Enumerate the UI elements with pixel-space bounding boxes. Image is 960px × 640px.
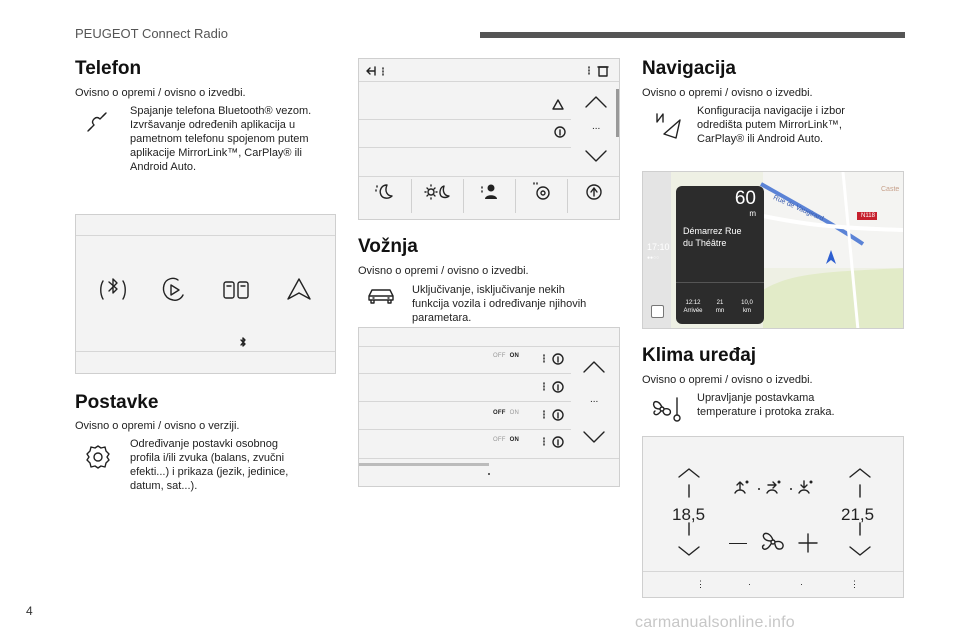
scrollbar[interactable] bbox=[616, 89, 619, 137]
klima-description bbox=[697, 391, 835, 419]
fan-increase-button[interactable] bbox=[798, 533, 818, 553]
remaining-time-unit: mn bbox=[715, 308, 725, 314]
toggle-switch[interactable] bbox=[493, 410, 519, 416]
voznja-desc-line-2: funkcija vozila i određivanje njihovih bbox=[412, 298, 587, 310]
remaining-distance-unit: km bbox=[743, 308, 751, 314]
street-name: Rue de Vaugirard bbox=[771, 194, 825, 223]
divider bbox=[359, 81, 619, 82]
day-night-icon[interactable] bbox=[423, 181, 451, 203]
android-auto-icon[interactable] bbox=[282, 273, 316, 307]
navigacija-desc-line-3: CarPlay® ili Android Auto. bbox=[697, 133, 824, 145]
back-icon[interactable] bbox=[365, 64, 393, 78]
divider bbox=[463, 179, 464, 213]
divider bbox=[359, 346, 619, 347]
vehicle-functions-screen bbox=[358, 327, 620, 487]
air-distribution-icons bbox=[731, 475, 823, 499]
connectivity-settings-icon[interactable] bbox=[581, 180, 607, 204]
bottom-control-2[interactable]: · bbox=[748, 579, 751, 589]
navigacija-description bbox=[697, 104, 845, 146]
left-temperature: 18,5 bbox=[672, 505, 706, 524]
navigacija-desc-line-2: odredišta putem MirrorLink™, bbox=[697, 119, 842, 131]
instruction-line-2: du Théâtre bbox=[683, 238, 727, 248]
header-bar bbox=[480, 32, 905, 38]
voznja-description bbox=[412, 283, 586, 325]
divider bbox=[359, 401, 571, 402]
map-place-label: Caste bbox=[881, 186, 900, 193]
mirrorlink-icon[interactable] bbox=[220, 273, 254, 307]
klima-title: Klima uređaj bbox=[642, 345, 757, 366]
remaining-time: 21 bbox=[716, 300, 724, 306]
air-distribution-lower-icon[interactable] bbox=[799, 481, 813, 494]
remaining-distance-info bbox=[736, 299, 758, 315]
scroll-down-icon[interactable] bbox=[584, 149, 608, 163]
postavke-desc-line-3: efekti...) i prikaza (jezik, jedinice, bbox=[130, 466, 289, 478]
divider bbox=[76, 235, 335, 236]
more-indicator: ... bbox=[590, 394, 599, 405]
postavke-subtitle: Ovisno o opremi / ovisno o verziji. bbox=[75, 420, 240, 432]
postavke-description bbox=[130, 437, 288, 493]
postavke-desc-line-2: profila i/ili zvuka (balans, zvučni bbox=[130, 452, 285, 464]
climate-screen bbox=[642, 436, 904, 598]
telefon-desc-line-2: Izvršavanje određenih aplikacija u bbox=[130, 119, 296, 131]
arrival-time: 12:12 bbox=[685, 300, 701, 306]
progress-bar bbox=[359, 463, 489, 466]
toggle-off-label: OFF bbox=[493, 410, 506, 416]
voznja-desc-line-3: parametara. bbox=[412, 312, 472, 324]
telefon-subtitle: Ovisno o opremi / ovisno o izvedbi. bbox=[75, 87, 246, 99]
gear-icon bbox=[84, 443, 112, 471]
klima-desc-line-1: Upravljanje postavkama bbox=[697, 392, 815, 404]
left-temp-up[interactable] bbox=[679, 469, 699, 477]
system-settings-icon[interactable] bbox=[529, 180, 555, 204]
toggle-off-label: OFF bbox=[493, 437, 506, 443]
postavke-title: Postavke bbox=[75, 392, 159, 413]
row-info-icon[interactable] bbox=[541, 380, 567, 394]
carplay-icon[interactable] bbox=[158, 273, 188, 307]
bluetooth-icon[interactable] bbox=[98, 273, 128, 307]
remaining-distance: 10,0 bbox=[741, 300, 753, 306]
klima-subtitle: Ovisno o opremi / ovisno o izvedbi. bbox=[642, 374, 813, 386]
bottom-control-4[interactable]: ⋮ bbox=[850, 579, 859, 589]
scroll-up-icon[interactable] bbox=[584, 95, 608, 109]
remaining-time-info bbox=[710, 299, 730, 315]
telefon-screen bbox=[75, 214, 336, 374]
divider bbox=[359, 176, 619, 177]
navigation-map-screen bbox=[642, 171, 904, 329]
profile-icon[interactable] bbox=[477, 181, 501, 203]
turn-distance-unit: m bbox=[749, 209, 756, 218]
toggle-on-label: ON bbox=[509, 410, 520, 416]
right-temp-down[interactable] bbox=[850, 547, 870, 555]
right-temp-up[interactable] bbox=[850, 469, 870, 477]
bluetooth-status-icon bbox=[238, 337, 248, 349]
postavke-desc-line-4: datum, sat...). bbox=[130, 480, 198, 492]
voznja-title: Vožnja bbox=[358, 236, 418, 257]
voznja-desc-line-1: Uključivanje, isključivanje nekih bbox=[412, 284, 565, 296]
air-distribution-upper-icon[interactable] bbox=[735, 481, 749, 494]
divider bbox=[76, 351, 335, 352]
air-distribution-middle-icon[interactable] bbox=[767, 481, 781, 494]
page-number: 4 bbox=[26, 604, 33, 618]
left-temp-down[interactable] bbox=[679, 547, 699, 555]
divider bbox=[567, 179, 568, 213]
telefon-desc-line-3: pametnom telefonu spojenom putem bbox=[130, 133, 309, 145]
road-badge: N118 bbox=[861, 213, 875, 219]
night-mode-icon[interactable] bbox=[373, 181, 397, 203]
divider bbox=[643, 571, 903, 572]
divider bbox=[359, 458, 619, 459]
info-icon bbox=[554, 126, 566, 138]
fan-temperature-icon bbox=[648, 394, 684, 424]
home-button[interactable] bbox=[651, 305, 664, 318]
fan-decrease-button[interactable] bbox=[729, 543, 747, 544]
toggle-on-label: ON bbox=[509, 353, 520, 359]
phone-icon bbox=[85, 110, 109, 134]
telefon-title: Telefon bbox=[75, 58, 142, 79]
toggle-on-label: ON bbox=[509, 437, 520, 443]
page-indicator-dot bbox=[488, 473, 490, 475]
guidance-card bbox=[676, 186, 764, 324]
telefon-desc-line-5: Android Auto. bbox=[130, 161, 197, 173]
divider bbox=[515, 179, 516, 213]
delete-icon[interactable] bbox=[585, 64, 611, 78]
row-info-icon[interactable] bbox=[541, 408, 567, 422]
row-info-icon[interactable] bbox=[541, 435, 567, 449]
divider bbox=[359, 373, 571, 374]
navigation-icon bbox=[654, 110, 684, 140]
right-temperature: 21,5 bbox=[841, 505, 875, 524]
fan-icon bbox=[758, 527, 788, 557]
bottom-control-3[interactable]: · bbox=[800, 579, 803, 589]
signal-dots: ●●○○ bbox=[647, 255, 660, 261]
page-header: PEUGEOT Connect Radio bbox=[75, 26, 228, 41]
guidance-instruction bbox=[683, 225, 742, 249]
turn-distance: 60 bbox=[734, 188, 756, 209]
navigacija-title: Navigacija bbox=[642, 58, 736, 79]
divider bbox=[411, 179, 412, 213]
settings-screen bbox=[358, 58, 620, 220]
clock: 17:10 bbox=[647, 242, 670, 252]
more-indicator: ... bbox=[592, 121, 601, 132]
navigacija-subtitle: Ovisno o opremi / ovisno o izvedbi. bbox=[642, 87, 813, 99]
divider bbox=[359, 119, 571, 120]
divider bbox=[359, 429, 571, 430]
arrival-label: Arrivée bbox=[683, 308, 703, 314]
car-icon bbox=[366, 285, 396, 307]
telefon-desc-line-1: Spajanje telefona Bluetooth® vezom. bbox=[130, 105, 312, 117]
toggle-switch[interactable] bbox=[493, 353, 519, 359]
row-info-icon[interactable] bbox=[541, 352, 567, 366]
toggle-off-label: OFF bbox=[493, 353, 506, 359]
telefon-description bbox=[130, 104, 311, 174]
bottom-control-1[interactable]: ⋮ bbox=[696, 579, 705, 589]
scroll-down-icon[interactable] bbox=[582, 430, 606, 444]
navigacija-desc-line-1: Konfiguracija navigacije i izbor bbox=[697, 105, 845, 117]
voznja-subtitle: Ovisno o opremi / ovisno o izvedbi. bbox=[358, 265, 529, 277]
toggle-switch[interactable] bbox=[493, 437, 519, 443]
scroll-up-icon[interactable] bbox=[582, 360, 606, 374]
instruction-line-1: Démarrez Rue bbox=[683, 226, 742, 236]
watermark: carmanualsonline.info bbox=[635, 614, 795, 631]
divider bbox=[676, 282, 764, 283]
warning-icon bbox=[552, 99, 564, 111]
divider bbox=[359, 147, 571, 148]
postavke-desc-line-1: Određivanje postavki osobnog bbox=[130, 438, 278, 450]
klima-desc-line-2: temperature i protoka zraka. bbox=[697, 406, 835, 418]
telefon-desc-line-4: aplikacije MirrorLink™, CarPlay® ili bbox=[130, 147, 302, 159]
arrival-info bbox=[681, 299, 705, 315]
